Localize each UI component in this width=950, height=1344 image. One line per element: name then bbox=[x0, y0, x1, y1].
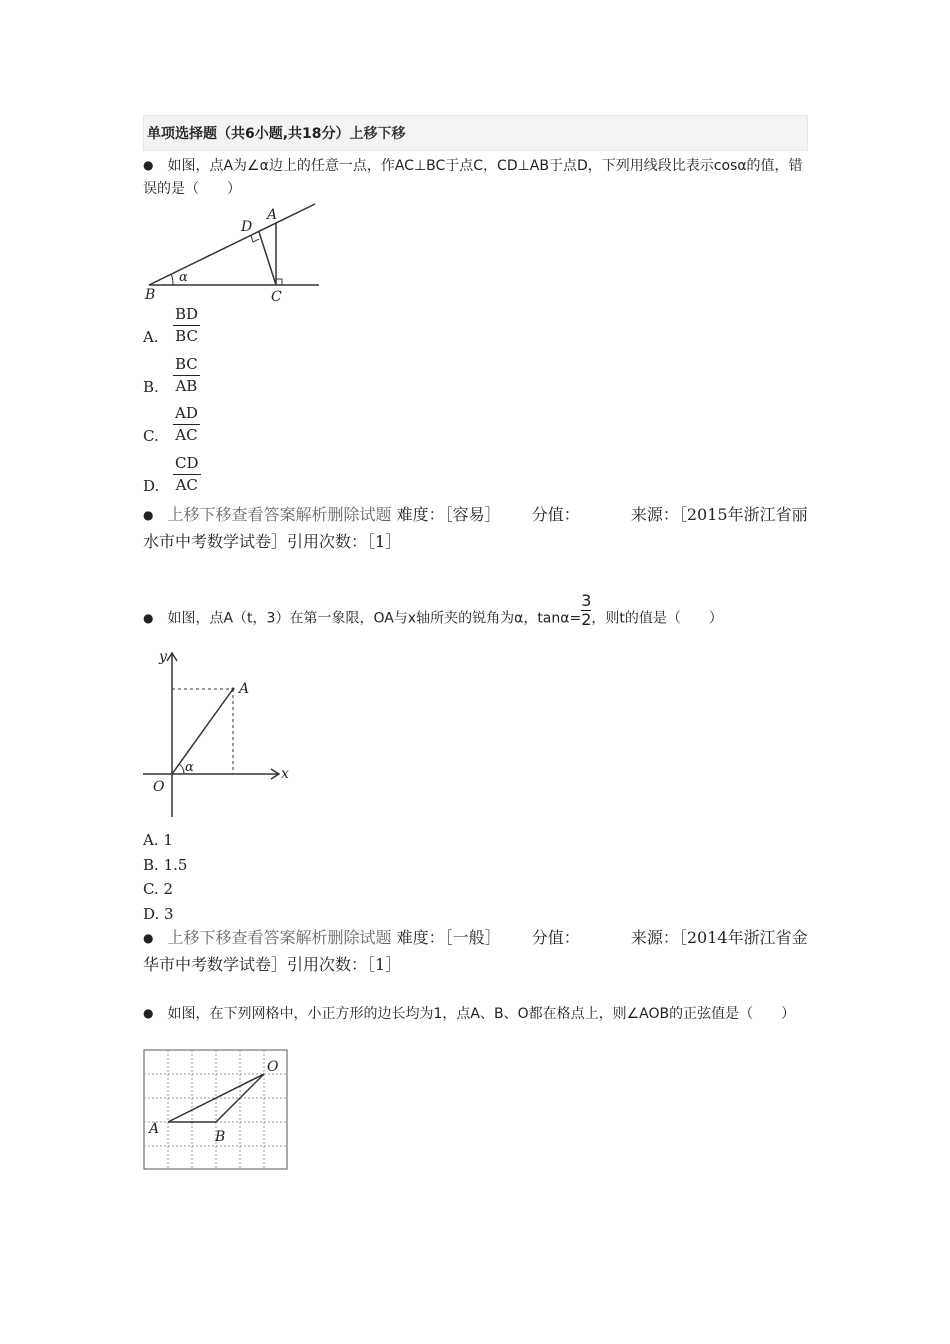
bullet-icon: ● bbox=[143, 931, 154, 945]
section-move-link[interactable]: 上移下移 bbox=[349, 126, 406, 142]
question-1-text: ● 如图，点A为∠α边上的任意一点，作AC⊥BC于点C，CD⊥AB于点D，下列用线段比表示cosα的值，错误的是（ ） bbox=[143, 158, 803, 197]
question-2-actions[interactable]: 上移下移查看答案解析删除试题 bbox=[167, 928, 392, 947]
question-3-text: ● 如图，在下列网格中，小正方形的边长均为1，点A、B、O都在格点上，则∠AOB的正弦值是（ ） bbox=[143, 1006, 796, 1022]
figure-label-o: O bbox=[267, 1059, 279, 1075]
fraction: $\frac{AD}{AC}$ bbox=[175, 404, 198, 444]
section-header bbox=[143, 115, 808, 151]
question-3-figure bbox=[143, 1049, 289, 1171]
question-2-option-c[interactable]: C. 2 bbox=[143, 880, 174, 898]
section-title: 单项选择题（共6小题,共18分） bbox=[147, 126, 350, 142]
figure-label-b: B bbox=[215, 1129, 226, 1145]
cite-value: ［1］ bbox=[367, 532, 402, 551]
question-1-figure bbox=[143, 201, 328, 306]
question-2-text: ● 如图，点A（t，3）在第一象限，OA与x轴所夹的锐角为α，tanα= $\frac{3}{2}$ ，则t的值是（ ） bbox=[143, 591, 723, 629]
inline-fraction: $\frac{3}{2}$ bbox=[581, 591, 592, 629]
figure-label-a: A bbox=[267, 207, 278, 223]
question-2-figure bbox=[143, 647, 303, 822]
figure-label-y: y bbox=[159, 649, 167, 665]
fraction: $\frac{CD}{AC}$ bbox=[175, 454, 199, 494]
figure-label-alpha: α bbox=[185, 760, 194, 775]
figure-label-o: O bbox=[153, 779, 165, 795]
question-1-meta: ● 上移下移查看答案解析删除试题 难度：［容易］ 分值： 来源：［2015年浙江省丽水市中考数学试卷］引用次数：［1］ bbox=[143, 505, 808, 551]
question-2-option-a[interactable]: A. 1 bbox=[143, 831, 173, 849]
question-2-meta: ● 上移下移查看答案解析删除试题 难度：［一般］ 分值： 来源：［2014年浙江省金华市中考数学试卷］引用次数：［1］ bbox=[143, 928, 808, 974]
figure-label-b: B bbox=[145, 287, 156, 303]
bullet-icon: ● bbox=[143, 508, 154, 522]
fraction: $\frac{BC}{AB}$ bbox=[175, 355, 198, 395]
figure-label-c: C bbox=[271, 289, 282, 305]
source-value: ［2014年浙江省金华市中考数学试卷］ bbox=[143, 928, 808, 974]
figure-label-alpha: α bbox=[179, 270, 188, 285]
bullet-icon: ● bbox=[143, 158, 154, 172]
figure-label-x: x bbox=[281, 766, 289, 782]
question-2-option-b[interactable]: B. 1.5 bbox=[143, 856, 188, 874]
figure-label-a: A bbox=[239, 681, 250, 697]
figure-label-d: D bbox=[241, 219, 253, 235]
source-value: ［2015年浙江省丽水市中考数学试卷］ bbox=[143, 505, 808, 551]
difficulty-value: ［容易］ bbox=[444, 505, 501, 524]
question-2-option-d[interactable]: D. 3 bbox=[143, 905, 174, 923]
bullet-icon: ● bbox=[143, 1006, 154, 1020]
difficulty-value: ［一般］ bbox=[444, 928, 501, 947]
question-1-actions[interactable]: 上移下移查看答案解析删除试题 bbox=[167, 505, 392, 524]
fraction: $\frac{BD}{BC}$ bbox=[175, 305, 199, 345]
figure-label-a: A bbox=[149, 1121, 160, 1137]
cite-value: ［1］ bbox=[367, 955, 402, 974]
bullet-icon: ● bbox=[143, 610, 154, 625]
